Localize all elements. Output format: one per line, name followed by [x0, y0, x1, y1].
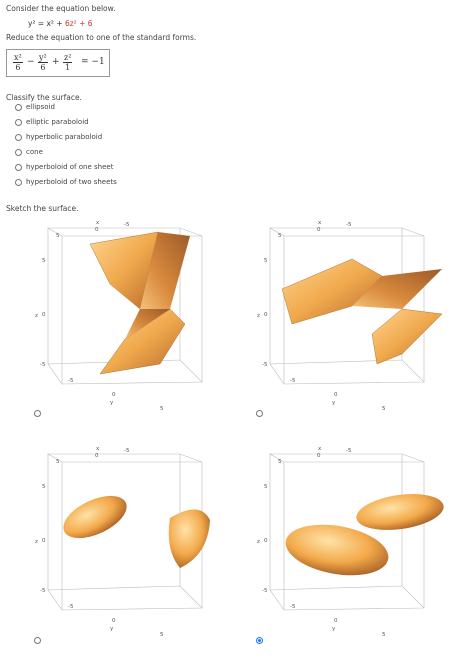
svg-text:0: 0	[42, 312, 46, 318]
svg-text:5: 5	[42, 258, 46, 264]
option-label-ellipsoid: ellipsoid	[26, 103, 55, 111]
radio-plot-1[interactable]	[34, 410, 41, 417]
svg-text:-5: -5	[40, 362, 46, 368]
option-label-elliptic-paraboloid: elliptic paraboloid	[26, 118, 89, 126]
radio-plot-4[interactable]	[256, 637, 263, 644]
svg-text:-5: -5	[290, 604, 296, 610]
option-label-hyperboloid-one-sheet: hyperboloid of one sheet	[26, 163, 114, 171]
svg-text:5: 5	[160, 632, 164, 638]
option-label-hyperbolic-paraboloid: hyperbolic paraboloid	[26, 133, 103, 141]
svg-text:0: 0	[334, 392, 338, 398]
svg-text:-5: -5	[346, 222, 352, 228]
plot3-x-label: x	[96, 446, 100, 452]
radio-plot-2[interactable]	[256, 410, 263, 417]
reduce-instruction: Reduce the equation to one of the standard forms.	[6, 33, 197, 42]
plot2-x-label: x	[318, 220, 322, 226]
svg-text:0: 0	[42, 538, 46, 544]
svg-text:0: 0	[112, 392, 116, 398]
intro-text: Consider the equation below.	[6, 4, 116, 13]
plot3-z-label: z	[35, 539, 38, 545]
svg-text:-5: -5	[68, 378, 74, 384]
radio-hyperboloid-two-sheets[interactable]	[15, 179, 22, 186]
plot-option-3[interactable]	[30, 440, 240, 640]
svg-text:5: 5	[382, 406, 386, 412]
option-label-hyperboloid-two-sheets: hyperboloid of two sheets	[26, 178, 117, 186]
plot-option-1[interactable]	[30, 214, 240, 414]
svg-text:5: 5	[264, 258, 268, 264]
plot1-x-label: x	[96, 220, 100, 226]
svg-text:5: 5	[56, 459, 60, 465]
svg-text:5: 5	[42, 484, 46, 490]
svg-text:0: 0	[264, 312, 268, 318]
svg-text:-5: -5	[290, 378, 296, 384]
svg-text:5: 5	[382, 632, 386, 638]
plot1-y-label: y	[110, 400, 114, 406]
equation-red-part: 6z² + 6	[65, 19, 93, 28]
svg-text:5: 5	[264, 484, 268, 490]
svg-text:-5: -5	[262, 588, 268, 594]
svg-text:5: 5	[56, 233, 60, 239]
term1-fraction: $\frac{\text{x²}}{6}$	[14, 53, 22, 72]
plot4-x-label: x	[318, 446, 322, 452]
svg-text:5: 5	[278, 233, 282, 239]
svg-text:-5: -5	[68, 604, 74, 610]
svg-text:-5: -5	[40, 588, 46, 594]
plot4-y-label: y	[332, 626, 336, 632]
radio-plot-3[interactable]	[34, 637, 41, 644]
plus-operator: +	[52, 57, 60, 67]
svg-text:-5: -5	[124, 222, 130, 228]
sketch-prompt: Sketch the surface.	[6, 204, 79, 213]
svg-text:5: 5	[160, 406, 164, 412]
option-label-cone: cone	[26, 148, 43, 156]
svg-text:0: 0	[317, 453, 321, 459]
minus-operator: −	[27, 57, 35, 67]
svg-text:-5: -5	[124, 448, 130, 454]
standard-form-answer-box[interactable]	[6, 49, 110, 77]
plot3-y-label: y	[110, 626, 114, 632]
classify-prompt: Classify the surface.	[6, 93, 82, 102]
plot-option-4[interactable]	[252, 440, 462, 640]
radio-cone[interactable]	[15, 149, 22, 156]
svg-text:0: 0	[334, 618, 338, 624]
svg-text:0: 0	[112, 618, 116, 624]
radio-hyperboloid-one-sheet[interactable]	[15, 164, 22, 171]
radio-hyperbolic-paraboloid[interactable]	[15, 134, 22, 141]
plot2-z-label: z	[257, 313, 260, 319]
svg-text:0: 0	[317, 227, 321, 233]
term3-fraction: $\frac{\text{z²}}{1}$	[64, 53, 72, 72]
term2-fraction: $\frac{\text{y²}}{6}$	[39, 53, 47, 72]
plot-option-2[interactable]	[252, 214, 462, 414]
svg-text:0: 0	[95, 453, 99, 459]
rhs-value: = −1	[81, 57, 105, 67]
svg-text:-5: -5	[262, 362, 268, 368]
plot1-z-label: z	[35, 313, 38, 319]
svg-text:-5: -5	[346, 448, 352, 454]
svg-text:5: 5	[278, 459, 282, 465]
equation-lhs: y² = x² +	[28, 19, 65, 28]
plot4-z-label: z	[257, 539, 260, 545]
radio-elliptic-paraboloid[interactable]	[15, 119, 22, 126]
radio-ellipsoid[interactable]	[15, 104, 22, 111]
svg-text:0: 0	[264, 538, 268, 544]
plot2-y-label: y	[332, 400, 336, 406]
equation	[28, 19, 93, 28]
svg-text:0: 0	[95, 227, 99, 233]
